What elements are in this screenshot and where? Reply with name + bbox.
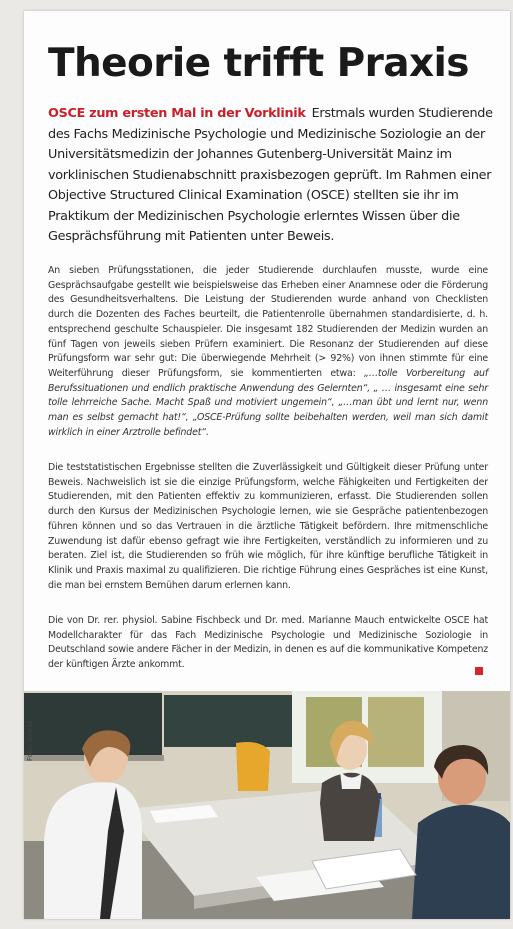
end-of-article-square: [475, 667, 483, 675]
lead-paragraph: [48, 104, 493, 248]
body-paragraph-1-text: An sieben Prüfungsstationen, die jeder Studierende durchlaufen musste, wurde eine Gesprächsaufgabe gestellt wie beispielsweise das Erheben einer Anamnese oder die Förderung des Gesundheitsverhaltens. Die Leistung der Studierenden wurde anhand von Checklisten durch die Dozenten des Faches beurteilt, die Patientenrolle übernahmen standardisierte, d. h. entsprechend geschulte Schauspieler. Die insgesamt 182 Studierenden der Medizin wurden an fünf Tagen von jeweils sieben Prüfern examiniert. Die Resonanz der Studierenden auf diese Prüfungsform war sehr gut: Die überwiegende Mehrheit (> 92%) von ihnen stimmte für eine Weiterführung dieser Prüfungsform, sie kommentierten etwa:: [48, 265, 488, 379]
lead-text: Erstmals wurden Studierende des Fachs Medizinische Psychologie und Medizinische Soziologie an der Universitätsmedizin der Johannes Gutenberg-Universität Mainz im vorklinischen Studienabschnitt praxisbezogen geprüft. Im Rahmen einer Objective Structured Clinical Examination (OSCE) stellten sie ihr im Praktikum der Medizinischen Psychologie erlerntes Wissen über die Gesprächsführung mit Patienten unter Beweis.: [48, 106, 493, 244]
exam-photo: [24, 691, 510, 919]
headline: Theorie trifft Praxis: [48, 41, 469, 86]
body-paragraph-2: Die teststatistischen Ergebnisse stellten die Zuverlässigkeit und Gültigkeit dieser Prüfung unter Beweis. Nachweislich ist sie die einzige Prüfungsform, welche Fähigkeiten und Fertigkeiten der Studierenden, mit den Patienten effektiv zu kommunizieren, erfasst. Die Studierenden sollen durch den Kursus der Medizinischen Psychologie lernen, wie sie Gespräche patientenbezogen führen können und so das Vertrauen in die ärztliche Tätigkeit befördern. Ihre mitmenschliche Zuwendung ist dafür ebenso gefragt wie ihre Fertigkeiten, verständlich zu informieren und zu beraten. Ziel ist, die Studierenden so früh wie möglich, für ihre künftige berufliche Tätigkeit in Klinik und Praxis maximal zu qualifizieren. Die richtige Führung eines Gespräches ist eine Kunst, die man bei ernstem Bemühen darum erlernen kann.: [48, 462, 488, 591]
student-quotes: „…tolle Vorbereitung auf Berufssituationen und endlich praktische Anwendung des Gelernten“, „ … insgesamt eine sehr tolle lehrreiche Sache. Macht Spaß und motiviert ungemein“, „…man übt und lernt nur, wenn man es selbst gemacht hat!“, „OSCE-Prüfung sollte beibehalten werden, weil man sich damit wirklich in einer Arztrolle befindet“.: [48, 367, 488, 438]
body-paragraph-3: Die von Dr. rer. physiol. Sabine Fischbeck und Dr. med. Marianne Mauch entwickelte OSCE hat Modellcharakter für das Fach Medizinische Psychologie und Medizinische Soziologie in Deutschland sowie andere Fächer in der Medizin, in denen es auf die kommunikative Kompetenz der künftigen Ärzte ankommt.: [48, 615, 489, 671]
exam-photo-illustration: [24, 691, 510, 919]
lead-kicker: OSCE zum ersten Mal in der Vorklinik: [48, 106, 306, 121]
body-paragraph-1: [48, 264, 488, 440]
article-page: [24, 11, 510, 919]
photo-credit: Foto: privat: [26, 720, 34, 761]
